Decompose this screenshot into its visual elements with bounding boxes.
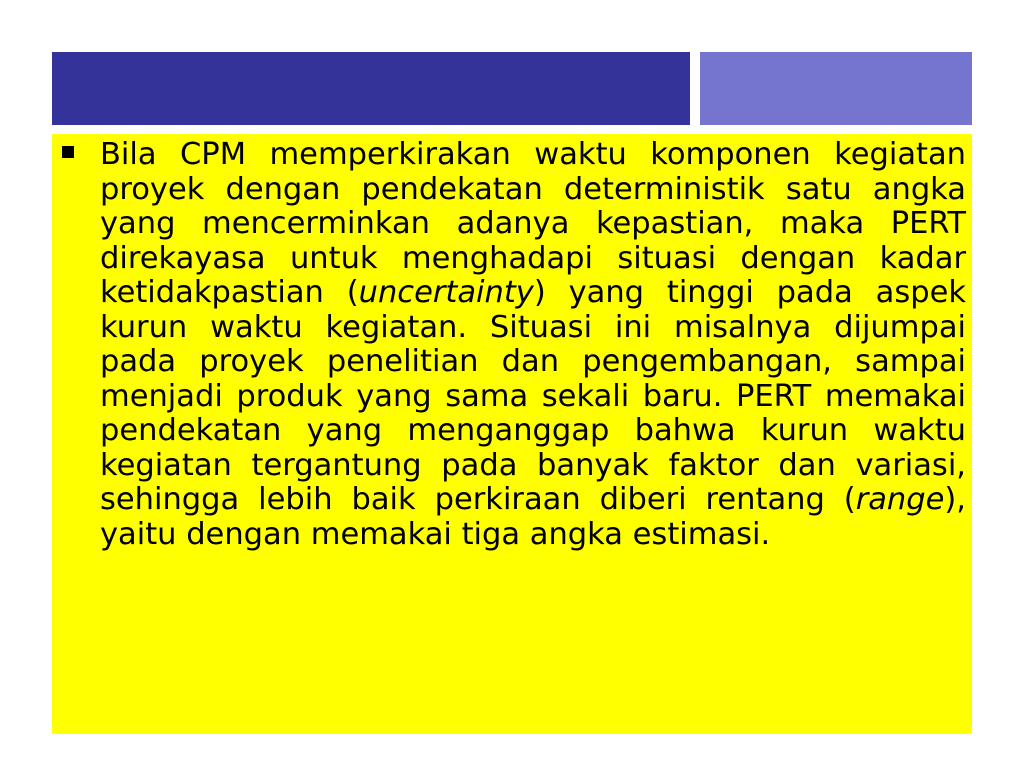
header-bar-left [52, 52, 690, 125]
square-bullet-icon [62, 146, 74, 158]
body-paragraph [100, 138, 966, 552]
paragraph-segment: ) yang tinggi pada aspek kurun waktu kegiatan. Situasi ini misalnya dijumpai pada proyek penelitian dan pengembangan, sampai menjadi produk yang sama sekali baru. PERT memakai pendekatan yang menganggap bahwa kurun waktu kegiatan tergantung pada banyak faktor dan variasi, sehingga lebih baik perkiraan diberi rentang ( [100, 275, 966, 517]
paragraph-segment: Bila CPM memperkirakan waktu komponen kegiatan proyek dengan pendekatan deterministik satu angka yang mencerminkan adanya kepastian, maka PERT direkayasa untuk menghadapi situasi dengan kadar ketidakpastian ( [100, 137, 966, 310]
paragraph-segment-italic: uncertainty [358, 275, 534, 310]
header-bar-right [700, 52, 972, 125]
paragraph-segment: ), yaitu dengan memakai tiga angka estimasi. [100, 482, 966, 552]
paragraph-segment-italic: range [855, 482, 945, 517]
